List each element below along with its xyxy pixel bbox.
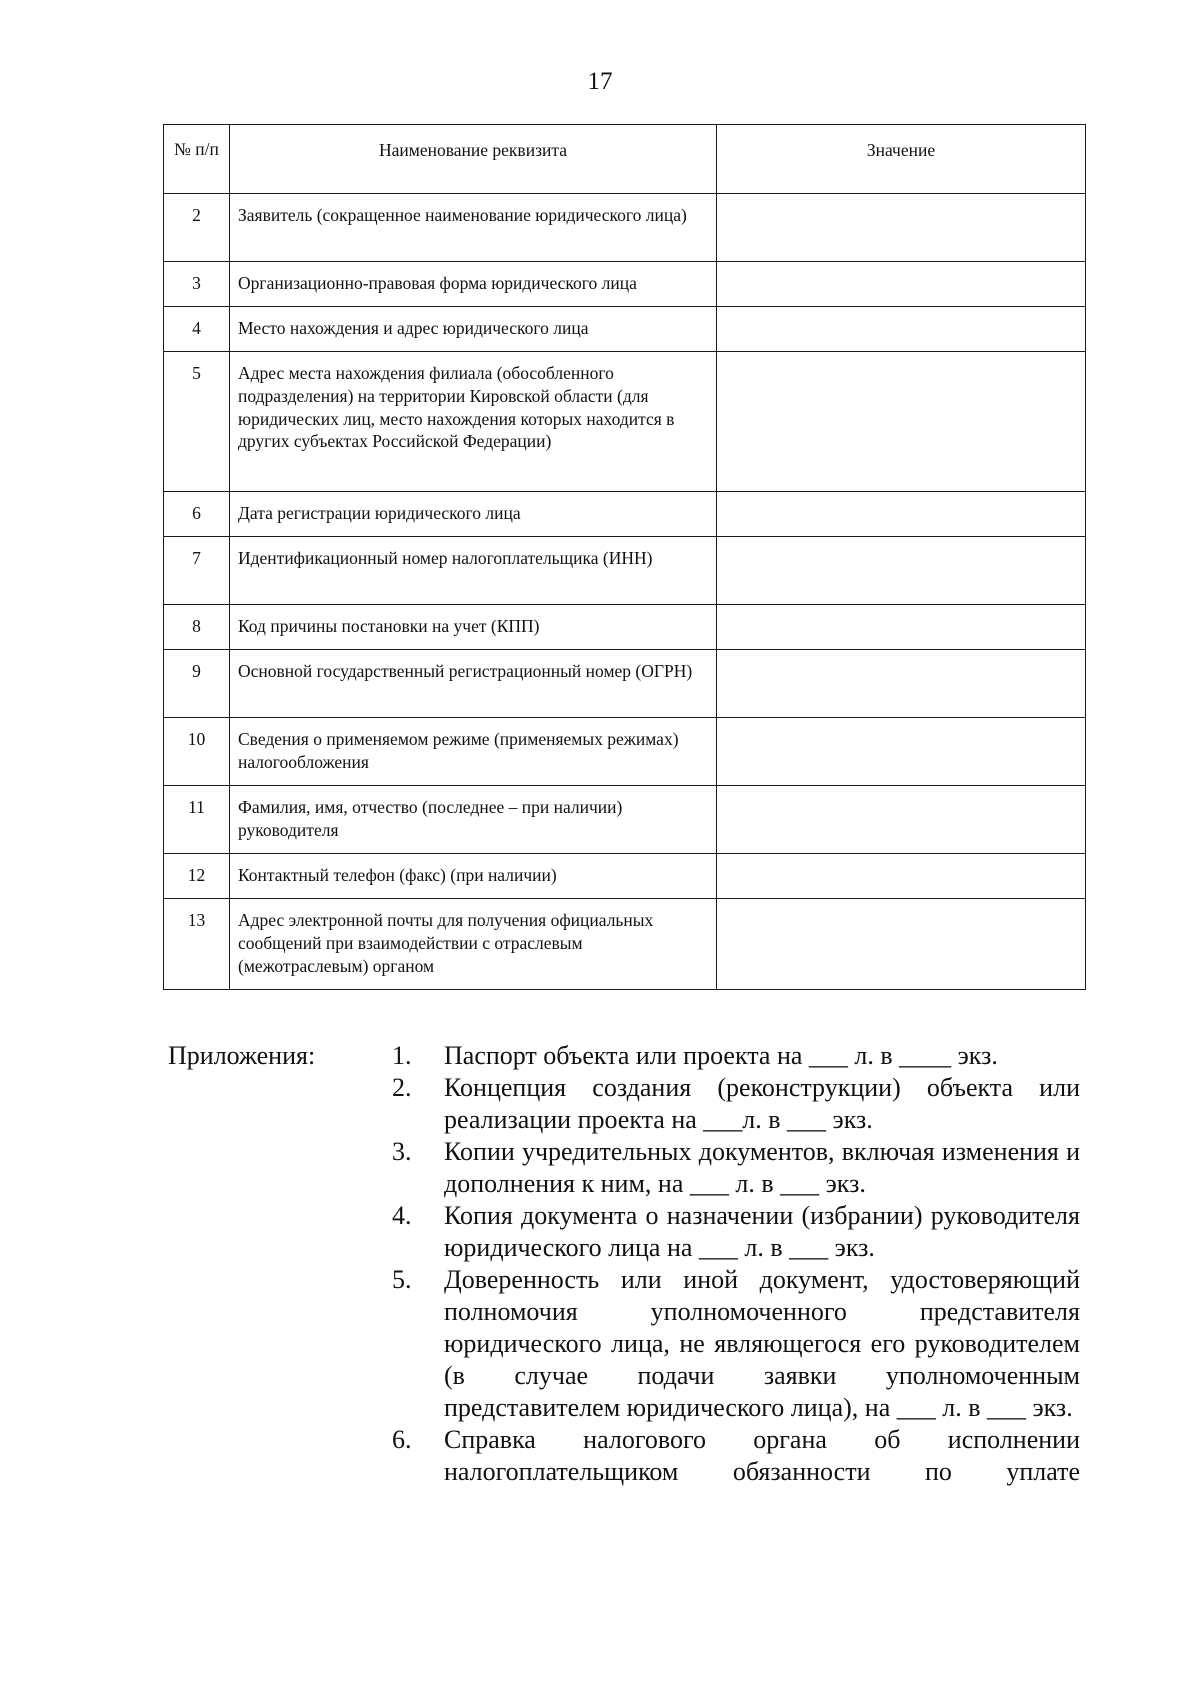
list-item-number: 2.	[392, 1073, 412, 1102]
row-value	[717, 194, 1086, 262]
requisites-table	[163, 124, 1086, 990]
table-row	[164, 352, 1086, 492]
row-num: 6	[164, 492, 230, 537]
table-row	[164, 718, 1086, 786]
table-row	[164, 650, 1086, 718]
page-number: 17	[587, 68, 613, 95]
row-value	[717, 650, 1086, 718]
table-row	[164, 537, 1086, 605]
list-item-text: Справка налогового органа об исполнении налогоплательщиком обязанности по уплате	[444, 1425, 1080, 1486]
list-item	[392, 1040, 1080, 1072]
list-item	[392, 1072, 1080, 1136]
row-num: 3	[164, 262, 230, 307]
row-value	[717, 854, 1086, 899]
table-row	[164, 262, 1086, 307]
list-item-text: Концепция создания (реконструкции) объекта или реализации проекта на ___л. в ___ экз.	[444, 1073, 1080, 1134]
row-num: 5	[164, 352, 230, 492]
row-name: Контактный телефон (факс) (при наличии)	[230, 854, 717, 899]
row-value	[717, 537, 1086, 605]
row-value	[717, 352, 1086, 492]
table-row	[164, 492, 1086, 537]
row-name: Фамилия, имя, отчество (последнее – при наличии) руководителя	[230, 786, 717, 854]
table-row	[164, 786, 1086, 854]
row-name: Адрес места нахождения филиала (обособленного подразделения) на территории Кировской области (для юридических лиц, место нахождения которых находится в других субъектах Российской Федерации)	[230, 352, 717, 492]
row-num: 9	[164, 650, 230, 718]
row-value	[717, 605, 1086, 650]
row-name: Идентификационный номер налогоплательщика (ИНН)	[230, 537, 717, 605]
list-item-number: 4.	[392, 1201, 412, 1230]
row-name: Код причины постановки на учет (КПП)	[230, 605, 717, 650]
row-value	[717, 307, 1086, 352]
header-value: Значение	[717, 125, 1086, 194]
row-value	[717, 262, 1086, 307]
row-num: 12	[164, 854, 230, 899]
table-row	[164, 307, 1086, 352]
list-item	[392, 1424, 1080, 1488]
list-item-text: Доверенность или иной документ, удостоверяющий полномочия уполномоченного представителя юридического лица, не являющегося его руководителем (в случае подачи заявки уполномоченным представителем юридического лица), на ___ л. в ___ экз.	[444, 1265, 1080, 1422]
row-value	[717, 718, 1086, 786]
list-item-number: 3.	[392, 1137, 412, 1166]
row-name: Организационно-правовая форма юридического лица	[230, 262, 717, 307]
list-item	[392, 1200, 1080, 1264]
row-value	[717, 899, 1086, 990]
row-name: Основной государственный регистрационный номер (ОГРН)	[230, 650, 717, 718]
list-item-number: 5.	[392, 1265, 412, 1294]
row-num: 13	[164, 899, 230, 990]
header-name: Наименование реквизита	[230, 125, 717, 194]
list-item-number: 1.	[392, 1041, 412, 1070]
row-num: 4	[164, 307, 230, 352]
row-name: Дата регистрации юридического лица	[230, 492, 717, 537]
table-row	[164, 854, 1086, 899]
header-num: № п/п	[164, 125, 230, 194]
table-row	[164, 194, 1086, 262]
row-num: 8	[164, 605, 230, 650]
row-num: 2	[164, 194, 230, 262]
row-name: Сведения о применяемом режиме (применяемых режимах) налогообложения	[230, 718, 717, 786]
list-item-text: Копии учредительных документов, включая изменения и дополнения к ним, на ___ л. в ___ экз.	[444, 1137, 1080, 1198]
table-row	[164, 605, 1086, 650]
list-item-text: Паспорт объекта или проекта на ___ л. в ____ экз.	[444, 1041, 998, 1070]
attachments-heading: Приложения:	[168, 1041, 316, 1070]
list-item	[392, 1264, 1080, 1424]
row-name: Место нахождения и адрес юридического лица	[230, 307, 717, 352]
attachments-list	[392, 1040, 1080, 1488]
row-name: Адрес электронной почты для получения официальных сообщений при взаимодействии с отраслевым (межотраслевым) органом	[230, 899, 717, 990]
list-item-number: 6.	[392, 1425, 412, 1454]
row-num: 7	[164, 537, 230, 605]
row-num: 11	[164, 786, 230, 854]
list-item-text: Копия документа о назначении (избрании) руководителя юридического лица на ___ л. в ___ экз.	[444, 1201, 1080, 1262]
row-value	[717, 492, 1086, 537]
table-header-row	[164, 125, 1086, 194]
list-item	[392, 1136, 1080, 1200]
row-value	[717, 786, 1086, 854]
row-num: 10	[164, 718, 230, 786]
table-row	[164, 899, 1086, 990]
row-name: Заявитель (сокращенное наименование юридического лица)	[230, 194, 717, 262]
